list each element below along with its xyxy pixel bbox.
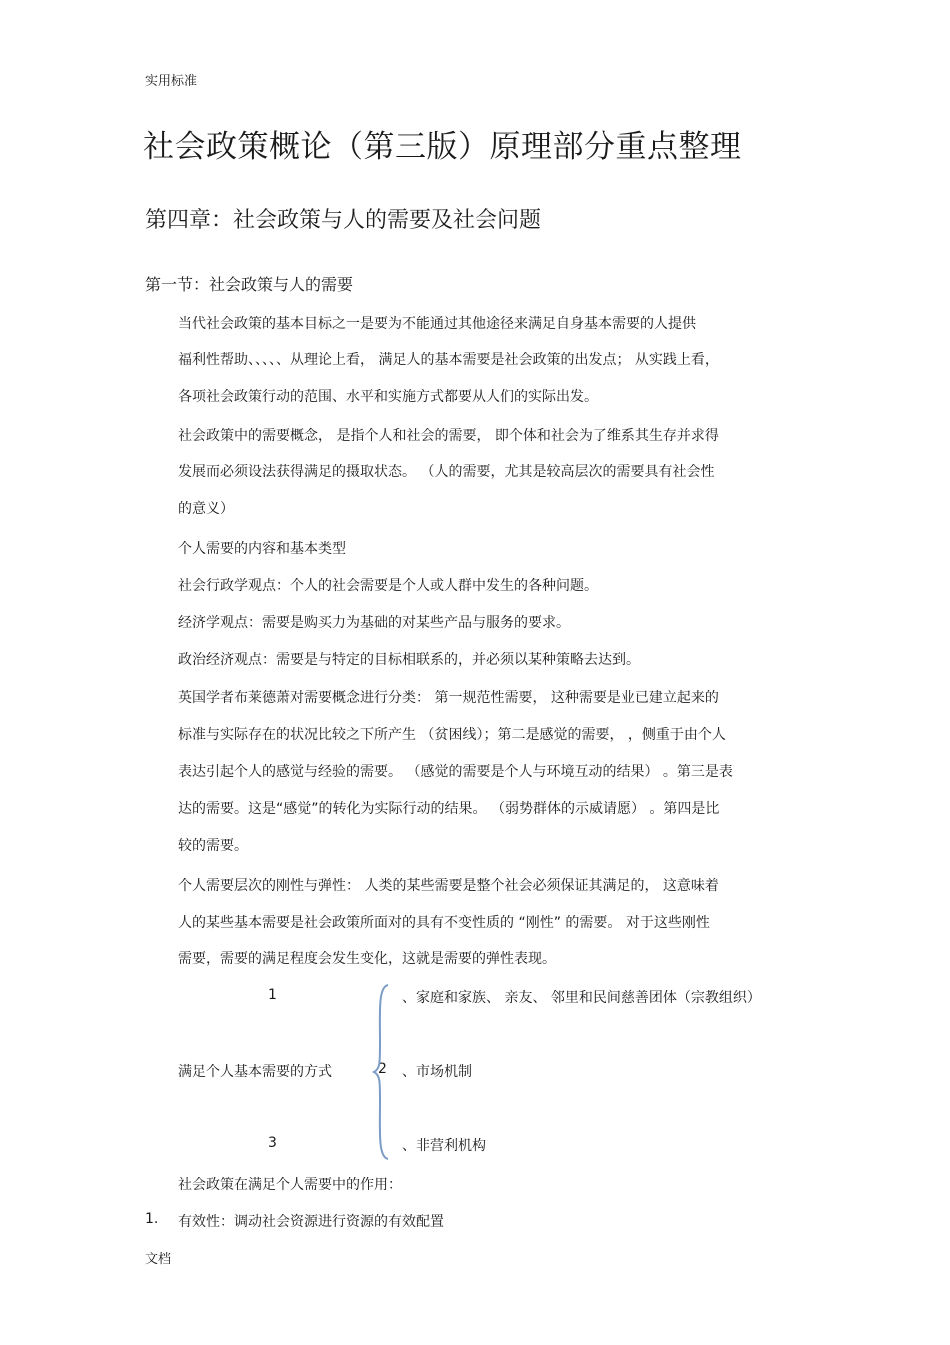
paragraph-line: 个人需要的内容和基本类型 xyxy=(178,541,346,557)
paragraph-line: 的意义） xyxy=(178,501,234,517)
section-heading: 第一节：社会政策与人的需要 xyxy=(145,275,354,294)
paragraph-line: 福利性帮助、、、、、从理论上看， 满足人的基本需要是社会政策的出发点； 从实践上看， xyxy=(178,352,719,368)
paragraph-line: 当代社会政策的基本目标之一是要为不能通过其他途径来满足自身基本需要的人提供 xyxy=(178,316,696,332)
diagram-item-3: 、非营利机构 xyxy=(402,1138,486,1154)
diagram-item-1: 、家庭和家族、 亲友、 邻里和民间慈善团体（宗教组织） xyxy=(402,990,761,1006)
list-item: 有效性：调动社会资源进行资源的有效配置 xyxy=(178,1214,444,1230)
paragraph-line: 各项社会政策行动的范围、水平和实施方式都要从人们的实际出发。 xyxy=(178,389,598,405)
diagram-number-3: 3 xyxy=(268,1135,277,1151)
role-heading: 社会政策在满足个人需要中的作用： xyxy=(178,1177,402,1193)
diagram-number-2: 2 xyxy=(378,1061,387,1077)
chapter-heading: 第四章：社会政策与人的需要及社会问题 xyxy=(145,208,542,233)
diagram-number-1: 1 xyxy=(268,987,277,1003)
paragraph-line: 标准与实际存在的状况比较之下所产生 （贫困线）；第二是感觉的需要， ，侧重于由个人 xyxy=(178,727,726,743)
paragraph-line: 英国学者布莱德萧对需要概念进行分类： 第一规范性需要， 这种需要是业已建立起来的 xyxy=(178,690,719,706)
paragraph-line: 需要，需要的满足程度会发生变化，这就是需要的弹性表现。 xyxy=(178,951,556,967)
curly-brace-icon xyxy=(372,983,392,1161)
paragraph-line: 发展而必须设法获得满足的摄取状态。 （人的需要，尤其是较高层次的需要具有社会性 xyxy=(178,464,715,480)
paragraph-line: 社会行政学观点：个人的社会需要是个人或人群中发生的各种问题。 xyxy=(178,578,598,594)
paragraph-line: 个人需要层次的刚性与弹性： 人类的某些需要是整个社会必须保证其满足的， 这意味着 xyxy=(178,878,719,894)
paragraph-line: 较的需要。 xyxy=(178,838,248,854)
paragraph-line: 社会政策中的需要概念， 是指个人和社会的需要， 即个体和社会为了维系其生存并求得 xyxy=(178,428,719,444)
diagram-label: 满足个人基本需要的方式 xyxy=(178,1064,332,1080)
paragraph-line: 人的某些基本需要是社会政策所面对的具有不变性质的 “刚性” 的需要。 对于这些刚性 xyxy=(178,915,710,931)
paragraph-line: 表达引起个人的感觉与经验的需要。 （感觉的需要是个人与环境互动的结果） 。第三是表 xyxy=(178,764,733,780)
document-title: 社会政策概论（第三版）原理部分重点整理 xyxy=(143,129,742,165)
page-footer: 文档 xyxy=(145,1252,172,1267)
page-header: 实用标准 xyxy=(145,74,198,89)
paragraph-line: 经济学观点：需要是购买力为基础的对某些产品与服务的要求。 xyxy=(178,615,570,631)
diagram-item-2: 、市场机制 xyxy=(402,1064,472,1080)
paragraph-line: 达的需要。这是“感觉”的转化为实际行动的结果。 （弱势群体的示威请愿） 。第四是比 xyxy=(178,801,720,817)
paragraph-line: 政治经济观点：需要是与特定的目标相联系的，并必须以某种策略去达到。 xyxy=(178,652,640,668)
list-number: 1. xyxy=(145,1211,159,1227)
